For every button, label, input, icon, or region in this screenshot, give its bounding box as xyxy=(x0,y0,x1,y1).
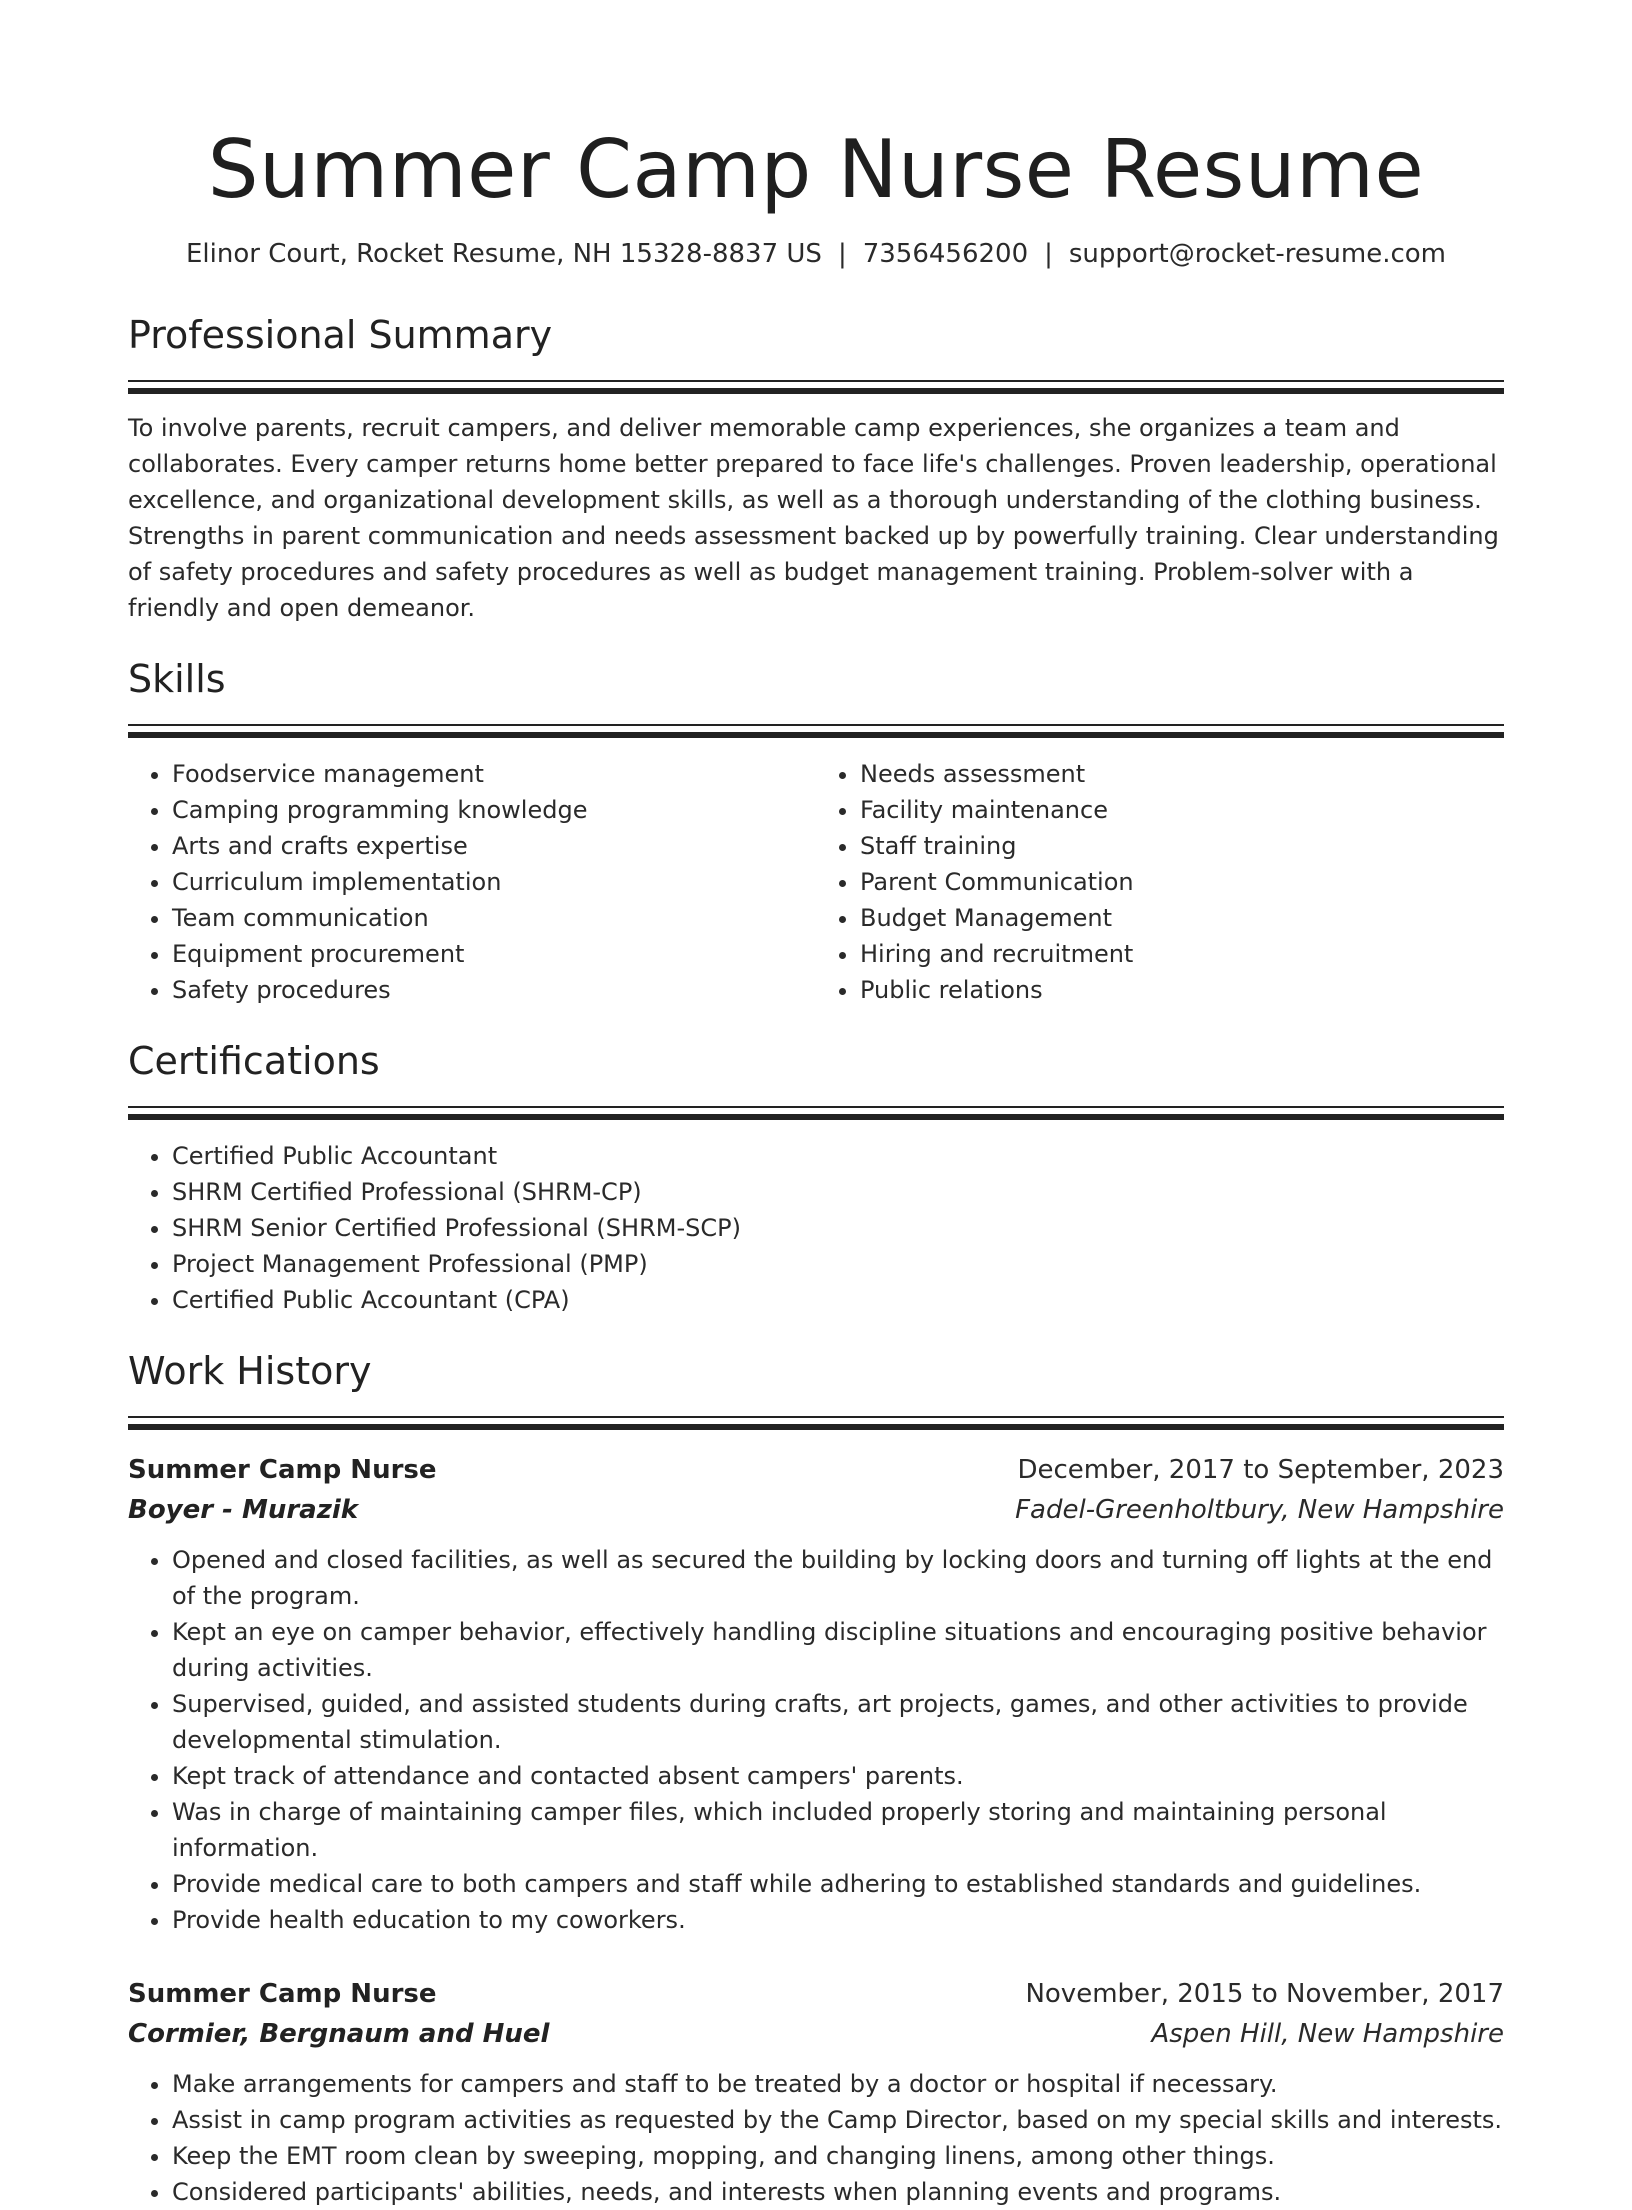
certification-item: • Certified Public Accountant (CPA) xyxy=(172,1282,1504,1318)
section-divider xyxy=(128,1106,1504,1120)
skill-item: • Hiring and recruitment xyxy=(860,936,1504,972)
work-history-heading: Work History xyxy=(128,1349,372,1393)
skill-item: • Equipment procurement xyxy=(172,936,816,972)
contact-line xyxy=(128,236,1504,272)
job-duty: • Kept an eye on camper behavior, effectively handling discipline situations and encouraging positive behavior during activities. xyxy=(172,1614,1504,1686)
job-subheader xyxy=(128,1490,1504,1530)
certification-item: • SHRM Certified Professional (SHRM-CP) xyxy=(172,1174,1504,1210)
resume-page xyxy=(128,0,1504,2210)
skills-heading: Skills xyxy=(128,657,226,701)
certification-item: • Certified Public Accountant xyxy=(172,1138,1504,1174)
skills-grid xyxy=(128,756,1504,1008)
job-header xyxy=(128,1974,1504,2014)
contact-separator: | xyxy=(837,239,847,269)
job-title: Summer Camp Nurse xyxy=(128,1455,437,1485)
summary-text: To involve parents, recruit campers, and deliver memorable camp experiences, she organizes a team and collaborates. Every camper returns home better prepared to face life's challenges. Proven leadership, operational excellence, and organizational development skills, as well as a thorough understanding of the clothing business. Strengths in parent communication and needs assessment backed up by powerfully training. Clear understanding of safety procedures and safety procedures as well as budget management training. Problem-solver with a friendly and open demeanor. xyxy=(128,414,1499,622)
skill-item: • Facility maintenance xyxy=(860,792,1504,828)
certification-item: • Project Management Professional (PMP) xyxy=(172,1246,1504,1282)
job-header xyxy=(128,1450,1504,1490)
section-divider xyxy=(128,380,1504,394)
skill-item: • Camping programming knowledge xyxy=(172,792,816,828)
skills-column-right xyxy=(816,756,1504,1008)
skill-item: • Arts and crafts expertise xyxy=(172,828,816,864)
skill-item: • Team communication xyxy=(172,900,816,936)
job-dates: November, 2015 to November, 2017 xyxy=(1025,1979,1504,2009)
job-duty: • Provide medical care to both campers and staff while adhering to established standards and guidelines. xyxy=(172,1866,1504,1902)
skill-item: • Foodservice management xyxy=(172,756,816,792)
job-entry xyxy=(128,1450,1504,1938)
skill-item: • Curriculum implementation xyxy=(172,864,816,900)
skill-item: • Public relations xyxy=(860,972,1504,1008)
job-duty: • Kept track of attendance and contacted absent campers' parents. xyxy=(172,1758,1504,1794)
job-entry xyxy=(128,1974,1504,2210)
contact-email: support@rocket-resume.com xyxy=(1068,239,1446,269)
job-duty: • Supervised, guided, and assisted students during crafts, art projects, games, and other activities to provide developmental stimulation. xyxy=(172,1686,1504,1758)
job-company: Cormier, Bergnaum and Huel xyxy=(128,2019,550,2049)
job-duty: • Opened and closed facilities, as well as secured the building by locking doors and turning off lights at the end of the program. xyxy=(172,1542,1504,1614)
job-duty: • Assist in camp program activities as requested by the Camp Director, based on my special skills and interests. xyxy=(172,2102,1504,2138)
section-divider xyxy=(128,724,1504,738)
contact-phone: 7356456200 xyxy=(862,239,1029,269)
certification-item: • SHRM Senior Certified Professional (SHRM-SCP) xyxy=(172,1210,1504,1246)
contact-separator: | xyxy=(1044,239,1053,269)
job-duties-list xyxy=(128,1542,1504,1938)
skill-item: • Staff training xyxy=(860,828,1504,864)
resume-title: Summer Camp Nurse Resume xyxy=(207,123,1425,216)
job-duty: • Make arrangements for campers and staff to be treated by a doctor or hospital if necessary. xyxy=(172,2066,1504,2102)
skills-list-right xyxy=(816,756,1504,1008)
job-title: Summer Camp Nurse xyxy=(128,1979,437,2009)
certifications-heading: Certifications xyxy=(128,1039,380,1083)
skills-column-left xyxy=(128,756,816,1008)
job-duty: • Was in charge of maintaining camper files, which included properly storing and maintaining personal information. xyxy=(172,1794,1504,1866)
summary-heading: Professional Summary xyxy=(128,313,553,357)
skill-item: • Budget Management xyxy=(860,900,1504,936)
job-duty: • Provide health education to my coworkers. xyxy=(172,1902,1504,1938)
certifications-section xyxy=(128,1138,1504,1318)
certifications-list xyxy=(128,1138,1504,1318)
skill-item: • Needs assessment xyxy=(860,756,1504,792)
contact-address: Elinor Court, Rocket Resume, NH 15328-8837 US xyxy=(185,239,822,269)
skill-item: • Safety procedures xyxy=(172,972,816,1008)
skills-list-left xyxy=(128,756,816,1008)
skill-item: • Parent Communication xyxy=(860,864,1504,900)
job-company: Boyer - Murazik xyxy=(128,1495,359,1525)
job-duty: • Considered participants' abilities, needs, and interests when planning events and programs. xyxy=(172,2174,1504,2210)
job-duties-list xyxy=(128,2066,1504,2210)
job-location: Fadel-Greenholtbury, New Hampshire xyxy=(1015,1495,1504,1525)
job-location: Aspen Hill, New Hampshire xyxy=(1151,2019,1504,2049)
job-subheader xyxy=(128,2014,1504,2054)
job-dates: December, 2017 to September, 2023 xyxy=(1017,1455,1504,1485)
section-divider xyxy=(128,1416,1504,1430)
job-duty: • Keep the EMT room clean by sweeping, mopping, and changing linens, among other things. xyxy=(172,2138,1504,2174)
